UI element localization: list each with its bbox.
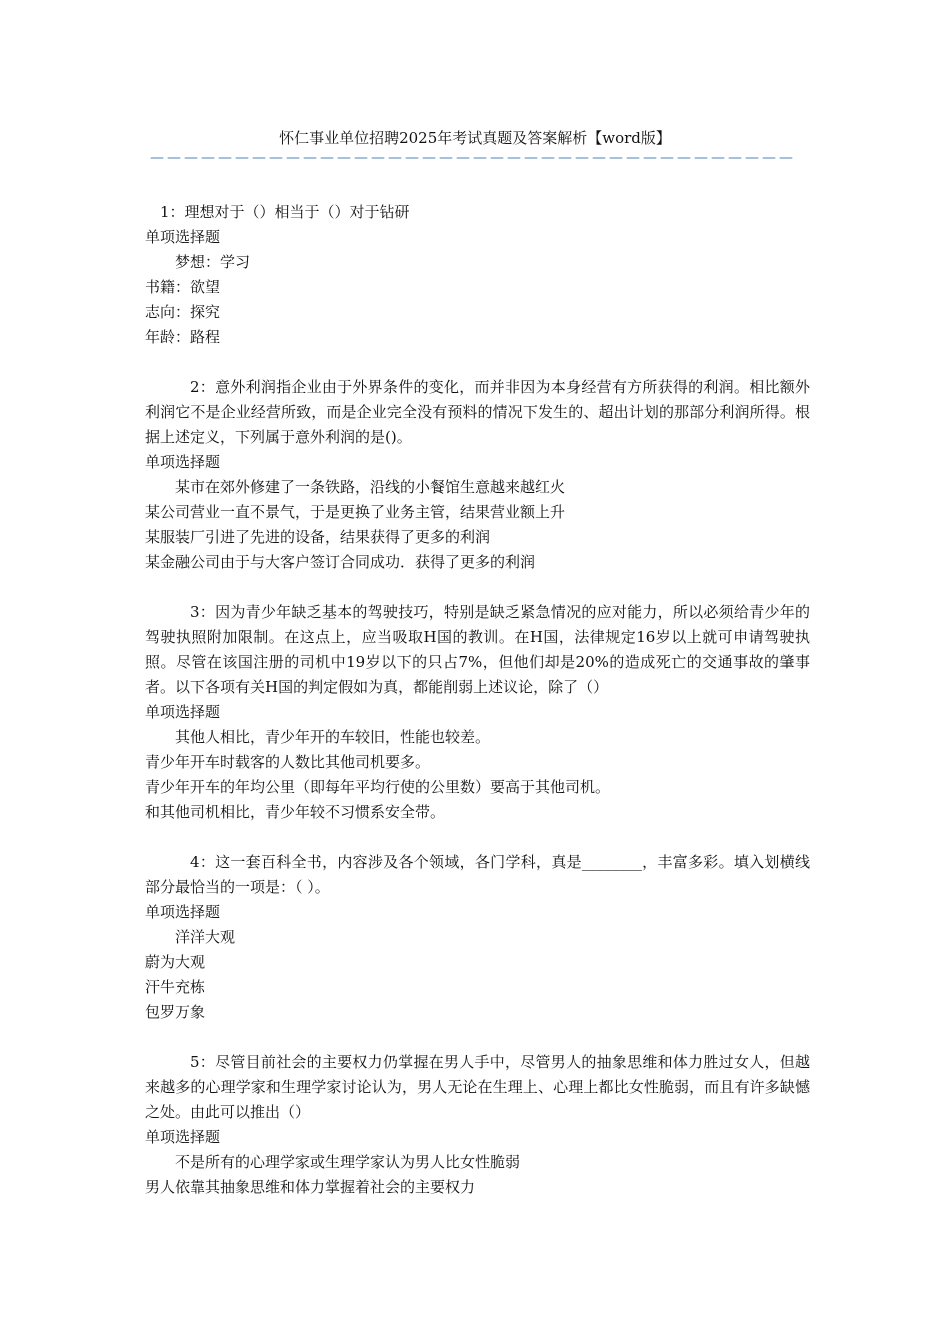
answer-option: 包罗万象 <box>145 1003 206 1021</box>
answer-option: 不是所有的心理学家或生理学家认为男人比女性脆弱 <box>175 1153 521 1171</box>
answer-option: 某公司营业一直不景气，于是更换了业务主管，结果营业额上升 <box>145 503 566 521</box>
answer-option: 洋洋大观 <box>175 928 236 946</box>
question-stem: 2：意外利润指企业由于外界条件的变化，而并非因为本身经营有方所获得的利润。相比额外利润它不是企业经营所致，而是企业完全没有预料的情况下发生的、超出计划的那部分利润所得。根据上述定义，下列属于意外利润的是()。 <box>145 378 810 446</box>
question-2 <box>145 375 810 575</box>
question-type: 单项选择题 <box>145 453 221 471</box>
question-4 <box>145 850 810 1025</box>
question-1 <box>145 200 810 350</box>
answer-option: 男人依靠其抽象思维和体力掌握着社会的主要权力 <box>145 1178 476 1196</box>
question-5 <box>145 1050 810 1200</box>
answer-option: 书籍：欲望 <box>145 278 221 296</box>
question-list <box>145 200 810 1225</box>
title-divider: —————————————————————————————————————— <box>150 150 796 166</box>
answer-option: 其他人相比，青少年开的车较旧，性能也较差。 <box>175 728 491 746</box>
answer-option: 青少年开车的年均公里（即每年平均行使的公里数）要高于其他司机。 <box>145 778 611 796</box>
question-stem: 3：因为青少年缺乏基本的驾驶技巧，特别是缺乏紧急情况的应对能力，所以必须给青少年的驾驶执照附加限制。在这点上，应当吸取H国的教训。在H国，法律规定16岁以上就可申请驾驶执照。尽管在该国注册的司机中19岁以下的只占7%，但他们却是20%的造成死亡的交通事故的肇事者。以下各项有关H国的判定假如为真，都能削弱上述议论，除了（） <box>145 603 810 696</box>
question-type: 单项选择题 <box>145 703 221 721</box>
answer-option: 汗牛充栋 <box>145 978 206 996</box>
question-3 <box>145 600 810 825</box>
question-type: 单项选择题 <box>145 228 221 246</box>
answer-option: 志向：探究 <box>145 303 221 321</box>
answer-option: 蔚为大观 <box>145 953 206 971</box>
answer-option: 梦想：学习 <box>175 253 251 271</box>
answer-option: 某市在郊外修建了一条铁路，沿线的小餐馆生意越来越红火 <box>175 478 566 496</box>
answer-option: 某服装厂引进了先进的设备，结果获得了更多的利润 <box>145 528 491 546</box>
question-stem: 1：理想对于（）相当于（）对于钻研 <box>160 203 410 221</box>
answer-option: 青少年开车时载客的人数比其他司机要多。 <box>145 753 431 771</box>
question-type: 单项选择题 <box>145 903 221 921</box>
answer-option: 和其他司机相比，青少年较不习惯系安全带。 <box>145 803 446 821</box>
document-title: 怀仁事业单位招聘2025年考试真题及答案解析【word版】 <box>279 129 671 147</box>
question-stem: 5：尽管目前社会的主要权力仍掌握在男人手中，尽管男人的抽象思维和体力胜过女人，但越来越多的心理学家和生理学家讨论认为，男人无论在生理上、心理上都比女性脆弱，而且有许多缺憾之处。由此可以推出（） <box>145 1053 810 1121</box>
question-stem: 4：这一套百科全书，内容涉及各个领域，各门学科，真是________，丰富多彩。填入划横线部分最恰当的一项是：（ ）。 <box>145 853 810 896</box>
question-type: 单项选择题 <box>145 1128 221 1146</box>
answer-option: 某金融公司由于与大客户签订合同成功．获得了更多的利润 <box>145 553 536 571</box>
answer-option: 年龄：路程 <box>145 328 221 346</box>
